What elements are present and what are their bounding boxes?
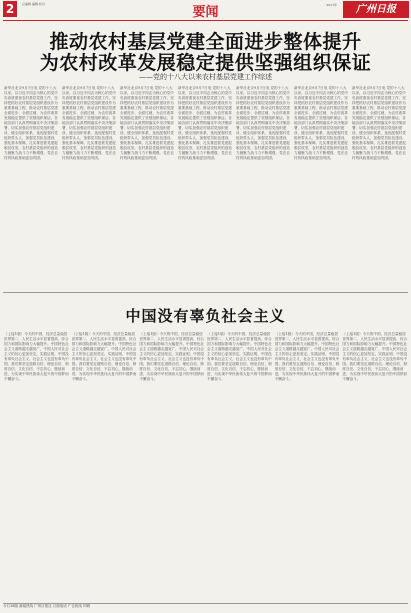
section-title: 要闻 xyxy=(192,5,219,20)
story1-headline-line1: 推动农村基层党建全面进步整体提升 xyxy=(49,31,362,53)
story1-column xyxy=(120,86,175,282)
story1-column xyxy=(4,86,59,282)
story1-body: 新华社北京9月7日电 党的十八大以来，以习近平同志为核心的党中央高度重视农村基层党建工作，坚持把抓好农村基层党组织建设作为重要基础工程，推动农村基层党建全面进步、全面过硬，为农村改革发展稳定提供了坚强组织保证。各地各部门认真贯彻落实中央决策部署，切实加强农村基层党组织建设，健全组织体系，选优配强村党组织带头人，加强党员队伍建设，强化基本保障，扎实推进抓党建促脱贫攻坚，农村基层党组织的创造力凝聚力战斗力不断增强，党在农村的执政基础更加巩固。 xyxy=(4,86,58,160)
page-number: 2 xyxy=(3,1,17,17)
story2-body: （上接1版）今天的中国，经济总量稳居世界第二，人民生活水平显著提高，综合国力和国际影响力大幅提升。中国特色社会主义道路越走越宽广，中国人民对社会主义的信心更加坚定。实践证明，中国没有辜负社会主义，社会主义也没有辜负中国。我们要坚定道路自信、理论自信、制度自信、文化自信，不忘初心，继续前进，为实现中华民族伟大复兴的中国梦而不懈奋斗。 xyxy=(274,332,340,381)
story1-headline-line2: 为农村改革发展稳定提供坚强组织保证 xyxy=(39,52,372,74)
story1-column xyxy=(236,86,291,282)
story1-columns xyxy=(4,86,407,282)
page-footer: 今日16版 新闻热线 广州日报社 订阅电话 广告热线 印刷 xyxy=(3,603,408,609)
story1-column xyxy=(62,86,117,282)
story2-column xyxy=(342,332,407,598)
story1-column xyxy=(178,86,233,282)
story2-column xyxy=(139,332,204,598)
story2-body: （上接1版）今天的中国，经济总量稳居世界第二，人民生活水平显著提高，综合国力和国际影响力大幅提升。中国特色社会主义道路越走越宽广，中国人民对社会主义的信心更加坚定。实践证明，中国没有辜负社会主义，社会主义也没有辜负中国。我们要坚定道路自信、理论自信、制度自信、文化自信，不忘初心，继续前进，为实现中华民族伟大复兴的中国梦而不懈奋斗。 xyxy=(207,332,272,381)
story1-body: 新华社北京9月7日电 党的十八大以来，以习近平同志为核心的党中央高度重视农村基层党建工作，坚持把抓好农村基层党组织建设作为重要基础工程，推动农村基层党建全面进步、全面过硬，为农村改革发展稳定提供了坚强组织保证。各地各部门认真贯彻落实中央决策部署，切实加强农村基层党组织建设，健全组织体系，选优配强村党组织带头人，加强党员队伍建设，强化基本保障，扎实推进抓党建促脱贫攻坚，农村基层党组织的创造力凝聚力战斗力不断增强，党在农村的执政基础更加巩固。 xyxy=(236,86,290,160)
story1-body: 新华社北京9月7日电 党的十八大以来，以习近平同志为核心的党中央高度重视农村基层党建工作，坚持把抓好农村基层党组织建设作为重要基础工程，推动农村基层党建全面进步、全面过硬，为农村改革发展稳定提供了坚强组织保证。各地各部门认真贯彻落实中央决策部署，切实加强农村基层党组织建设，健全组织体系，选优配强村党组织带头人，加强党员队伍建设，强化基本保障，扎实推进抓党建促脱贫攻坚，农村基层党组织的创造力凝聚力战斗力不断增强，党在农村的执政基础更加巩固。 xyxy=(178,86,232,160)
story1-subheadline: ——党的十八大以来农村基层党建工作综述 xyxy=(139,73,272,81)
story2-column xyxy=(4,332,69,598)
story1-body: 新华社北京9月7日电 党的十八大以来，以习近平同志为核心的党中央高度重视农村基层党建工作，坚持把抓好农村基层党组织建设作为重要基础工程，推动农村基层党建全面进步、全面过硬，为农村改革发展稳定提供了坚强组织保证。各地各部门认真贯彻落实中央决策部署，切实加强农村基层党组织建设，健全组织体系，选优配强村党组织带头人，加强党员队伍建设，强化基本保障，扎实推进抓党建促脱贫攻坚，农村基层党组织的创造力凝聚力战斗力不断增强，党在农村的执政基础更加巩固。 xyxy=(294,86,348,160)
story2-body: （上接1版）今天的中国，经济总量稳居世界第二，人民生活水平显著提高，综合国力和国际影响力大幅提升。中国特色社会主义道路越走越宽广，中国人民对社会主义的信心更加坚定。实践证明，中国没有辜负社会主义，社会主义也没有辜负中国。我们要坚定道路自信、理论自信、制度自信、文化自信，不忘初心，继续前进，为实现中华民族伟大复兴的中国梦而不懈奋斗。 xyxy=(139,332,205,381)
story1-column xyxy=(294,86,349,282)
editors-credit: 总编辑 编辑 校对 xyxy=(22,2,45,6)
issue-date: 2017年 xyxy=(326,3,337,7)
masthead xyxy=(0,0,411,20)
story2-body: （上接1版）今天的中国，经济总量稳居世界第二，人民生活水平显著提高，综合国力和国际影响力大幅提升。中国特色社会主义道路越走越宽广，中国人民对社会主义的信心更加坚定。实践证明，中国没有辜负社会主义，社会主义也没有辜负中国。我们要坚定道路自信、理论自信、制度自信、文化自信，不忘初心，继续前进，为实现中华民族伟大复兴的中国梦而不懈奋斗。 xyxy=(71,332,137,381)
story2-headline: 中国没有辜负社会主义 xyxy=(125,307,286,325)
story2-column xyxy=(72,332,137,598)
story2-body: （上接1版）今天的中国，经济总量稳居世界第二，人民生活水平显著提高，综合国力和国际影响力大幅提升。中国特色社会主义道路越走越宽广，中国人民对社会主义的信心更加坚定。实践证明，中国没有辜负社会主义，社会主义也没有辜负中国。我们要坚定道路自信、理论自信、制度自信、文化自信，不忘初心，继续前进，为实现中华民族伟大复兴的中国梦而不懈奋斗。 xyxy=(342,332,408,381)
masthead-rule xyxy=(3,20,408,21)
newspaper-logo: 广州日报 xyxy=(343,1,409,18)
story2-body: （上接1版）今天的中国，经济总量稳居世界第二，人民生活水平显著提高，综合国力和国际影响力大幅提升。中国特色社会主义道路越走越宽广，中国人民对社会主义的信心更加坚定。实践证明，中国没有辜负社会主义，社会主义也没有辜负中国。我们要坚定道路自信、理论自信、制度自信、文化自信，不忘初心，继续前进，为实现中华民族伟大复兴的中国梦而不懈奋斗。 xyxy=(4,332,69,381)
story2-columns xyxy=(4,332,407,598)
story1-body: 新华社北京9月7日电 党的十八大以来，以习近平同志为核心的党中央高度重视农村基层党建工作，坚持把抓好农村基层党组织建设作为重要基础工程，推动农村基层党建全面进步、全面过硬，为农村改革发展稳定提供了坚强组织保证。各地各部门认真贯彻落实中央决策部署，切实加强农村基层党组织建设，健全组织体系，选优配强村党组织带头人，加强党员队伍建设，强化基本保障，扎实推进抓党建促脱贫攻坚，农村基层党组织的创造力凝聚力战斗力不断增强，党在农村的执政基础更加巩固。 xyxy=(62,86,116,160)
story-separator xyxy=(3,292,408,293)
story2-column xyxy=(207,332,272,598)
story1-body: 新华社北京9月7日电 党的十八大以来，以习近平同志为核心的党中央高度重视农村基层党建工作，坚持把抓好农村基层党组织建设作为重要基础工程，推动农村基层党建全面进步、全面过硬，为农村改革发展稳定提供了坚强组织保证。各地各部门认真贯彻落实中央决策部署，切实加强农村基层党组织建设，健全组织体系，选优配强村党组织带头人，加强党员队伍建设，强化基本保障，扎实推进抓党建促脱贫攻坚，农村基层党组织的创造力凝聚力战斗力不断增强，党在农村的执政基础更加巩固。 xyxy=(352,86,406,160)
story1-body: 新华社北京9月7日电 党的十八大以来，以习近平同志为核心的党中央高度重视农村基层党建工作，坚持把抓好农村基层党组织建设作为重要基础工程，推动农村基层党建全面进步、全面过硬，为农村改革发展稳定提供了坚强组织保证。各地各部门认真贯彻落实中央决策部署，切实加强农村基层党组织建设，健全组织体系，选优配强村党组织带头人，加强党员队伍建设，强化基本保障，扎实推进抓党建促脱贫攻坚，农村基层党组织的创造力凝聚力战斗力不断增强，党在农村的执政基础更加巩固。 xyxy=(120,86,174,160)
story2-column xyxy=(275,332,340,598)
story1-column xyxy=(352,86,407,282)
